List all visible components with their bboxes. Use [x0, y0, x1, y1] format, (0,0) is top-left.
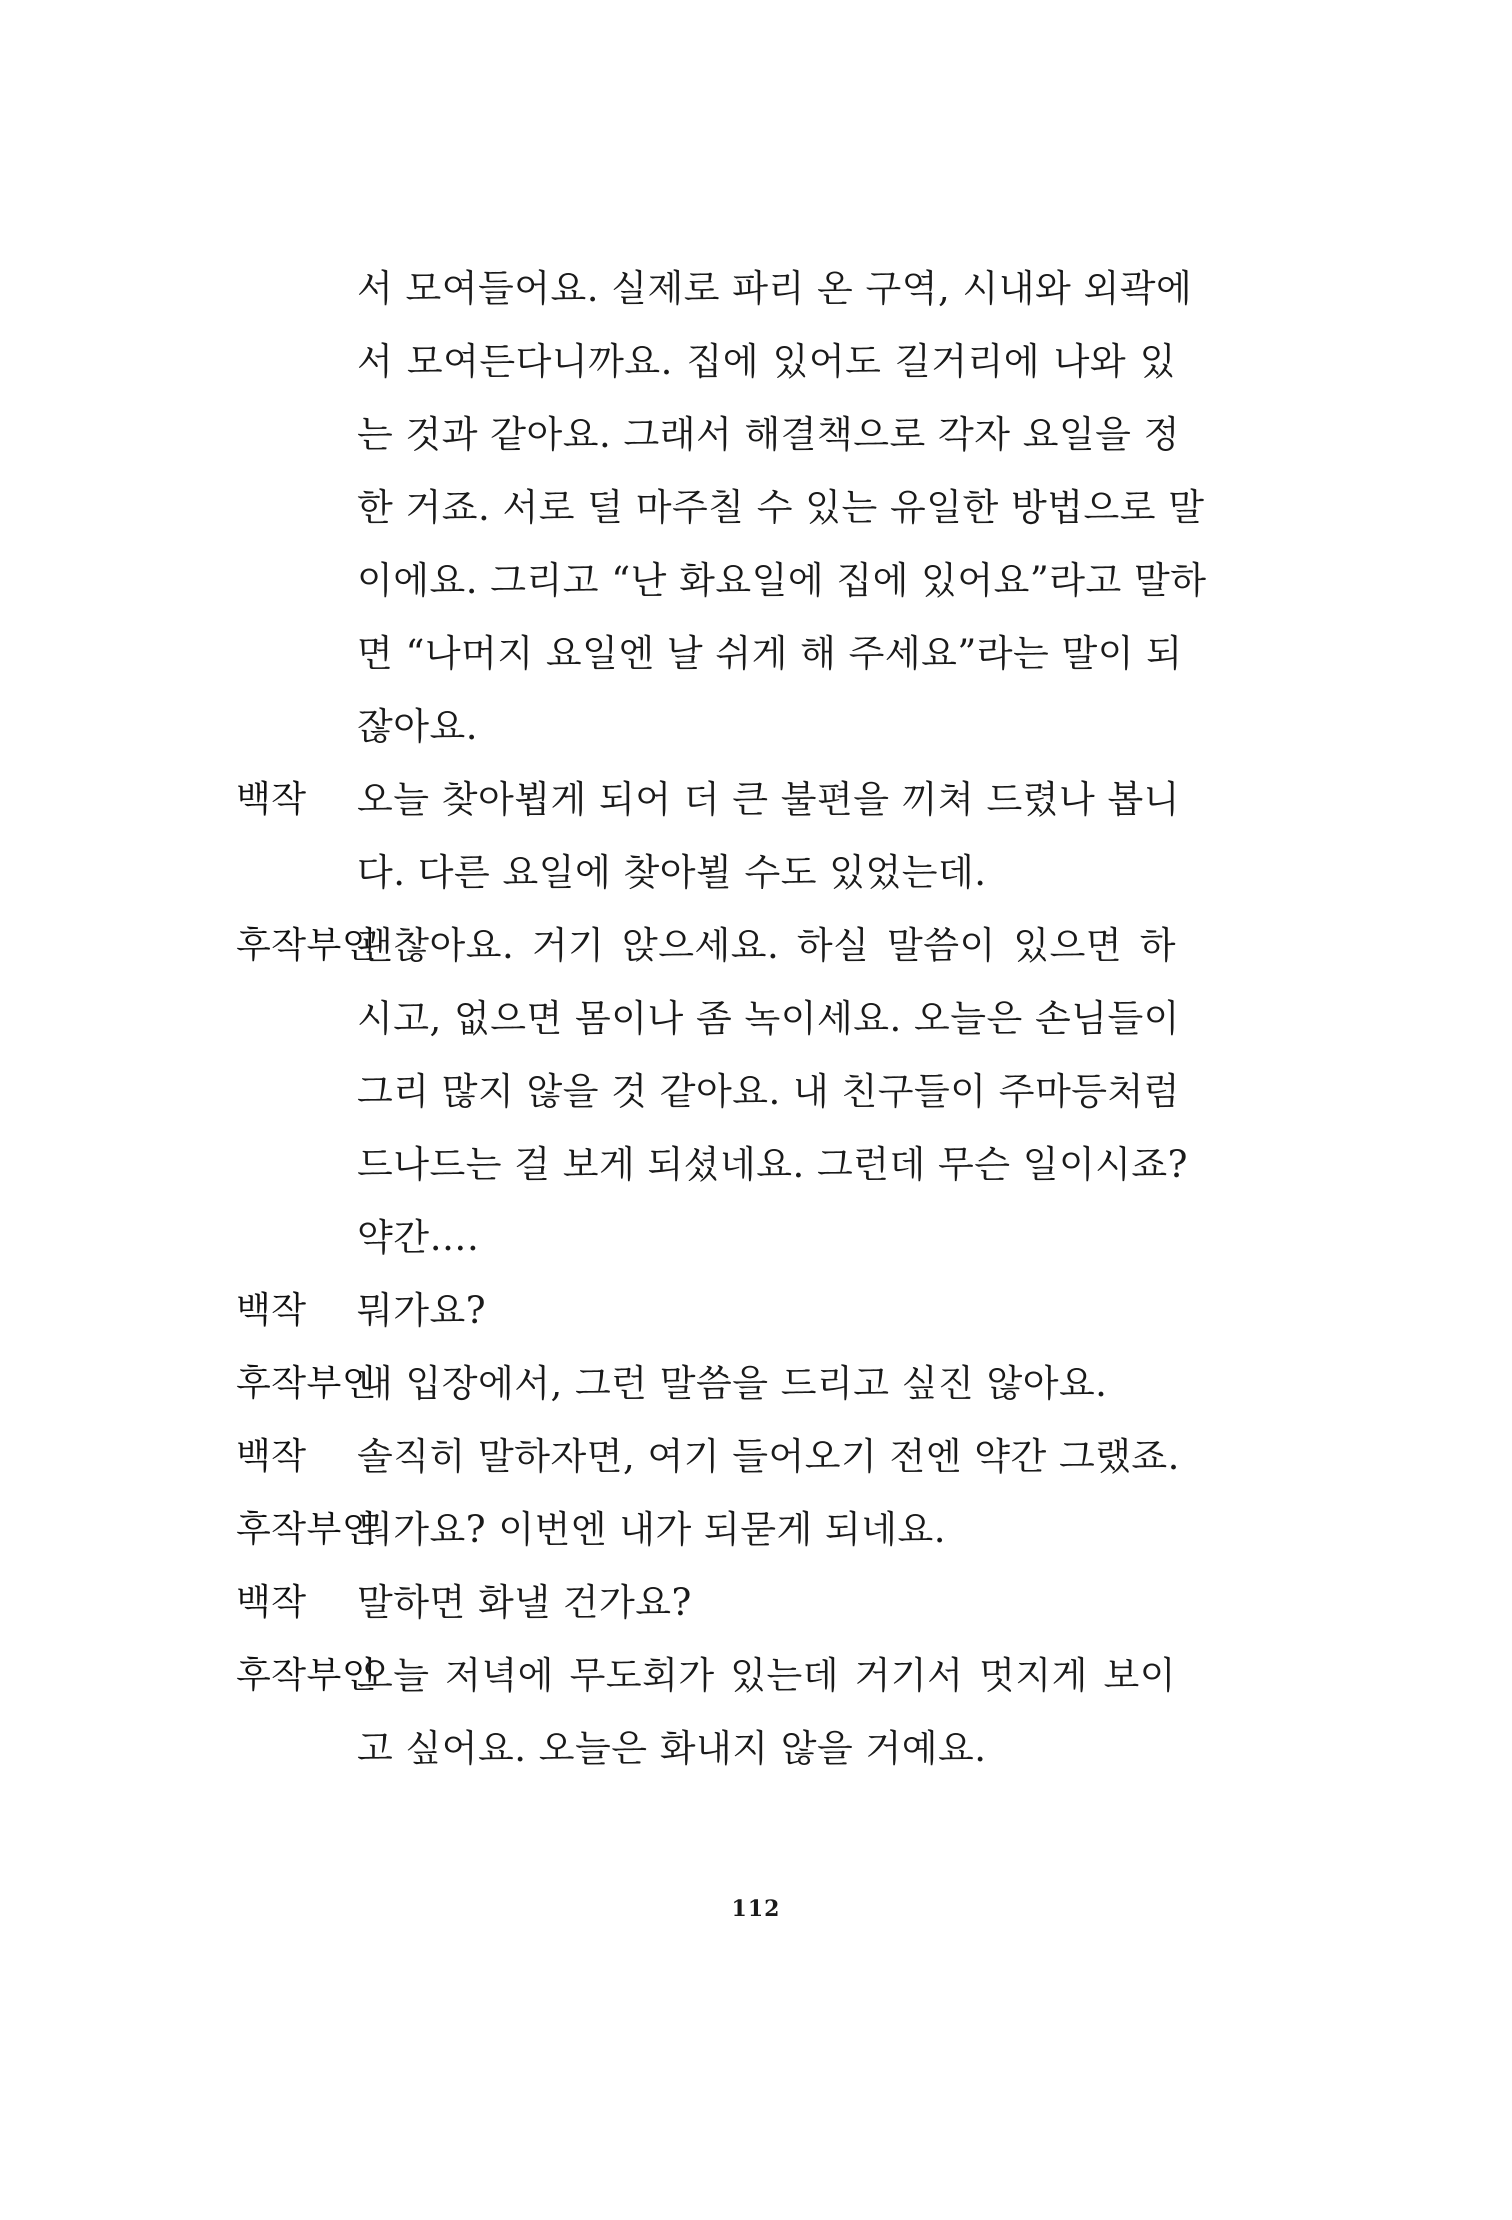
line-text: 내 입장에서, 그런 말씀을 드리고 싶진 않아요. — [357, 1362, 1108, 1405]
line-text: 면 “나머지 요일엔 날 쉬게 해 주세요”라는 말이 되 — [357, 632, 1183, 675]
line-text: 잖아요. — [357, 705, 478, 748]
line-text: 솔직히 말하자면, 여기 들어오기 전엔 약간 그랬죠. — [357, 1435, 1180, 1478]
speaker-label: 후작부인 — [236, 925, 378, 966]
speaker-label: 후작부인 — [236, 1655, 378, 1696]
line-text: 말하면 화낼 건가요? — [357, 1581, 692, 1624]
line-text: 오늘 찾아뵙게 되어 더 큰 불편을 끼쳐 드렸나 봅니 — [357, 778, 1180, 821]
text-line — [236, 471, 1205, 544]
line-text: 한 거죠. 서로 덜 마주칠 수 있는 유일한 방법으로 말 — [357, 486, 1205, 529]
speaker-label: 백작 — [236, 1582, 307, 1623]
line-text: 서 모여들어요. 실제로 파리 온 구역, 시내와 외곽에 — [357, 267, 1193, 310]
text-line — [236, 1420, 1180, 1493]
text-line — [236, 252, 1193, 325]
text-line — [236, 1712, 1176, 1785]
text-line — [236, 1274, 1176, 1347]
text-line — [236, 1493, 1176, 1566]
speaker-label: 후작부인 — [236, 1363, 378, 1404]
text-line — [236, 398, 1180, 471]
text-line — [236, 836, 1176, 909]
speaker-label: 후작부인 — [236, 1509, 378, 1550]
line-text: 시고, 없으면 몸이나 좀 녹이세요. 오늘은 손님들이 — [357, 997, 1180, 1040]
text-line — [236, 1201, 1176, 1274]
speaker-label: 백작 — [236, 1436, 307, 1477]
text-line — [236, 1347, 1176, 1420]
line-text: 다. 다른 요일에 찾아뵐 수도 있었는데. — [357, 851, 987, 894]
speaker-label: 백작 — [236, 1290, 307, 1331]
line-text: 오늘 저녁에 무도회가 있는데 거기서 멋지게 보이 — [357, 1654, 1176, 1697]
line-text: 고 싶어요. 오늘은 화내지 않을 거예요. — [357, 1727, 987, 1770]
text-line — [236, 1566, 1176, 1639]
line-text: 그리 많지 않을 것 같아요. 내 친구들이 주마등처럼 — [357, 1070, 1180, 1113]
text-line — [236, 1128, 1189, 1201]
dialogue-text-block — [236, 252, 1207, 1785]
page-number: 112 — [731, 1896, 781, 1922]
text-line — [236, 763, 1180, 836]
line-text: 서 모여든다니까요. 집에 있어도 길거리에 나와 있 — [357, 340, 1176, 383]
line-text: 약간…. — [357, 1216, 480, 1259]
text-line — [236, 325, 1176, 398]
speaker-label: 백작 — [236, 779, 307, 820]
text-line — [236, 1639, 1176, 1712]
line-text: 는 것과 같아요. 그래서 해결책으로 각자 요일을 정 — [357, 413, 1180, 456]
line-text: 뭐가요? 이번엔 내가 되묻게 되네요. — [357, 1508, 947, 1551]
line-text: 괜찮아요. 거기 앉으세요. 하실 말씀이 있으면 하 — [357, 924, 1176, 967]
line-text: 이에요. 그리고 “난 화요일에 집에 있어요”라고 말하 — [357, 559, 1207, 602]
text-line — [236, 690, 1176, 763]
line-text: 드나드는 걸 보게 되셨네요. 그런데 무슨 일이시죠? — [357, 1143, 1189, 1186]
text-line — [236, 982, 1180, 1055]
text-line — [236, 1055, 1180, 1128]
text-line — [236, 544, 1207, 617]
line-text: 뭐가요? — [357, 1289, 487, 1332]
text-line — [236, 909, 1176, 982]
text-line — [236, 617, 1183, 690]
